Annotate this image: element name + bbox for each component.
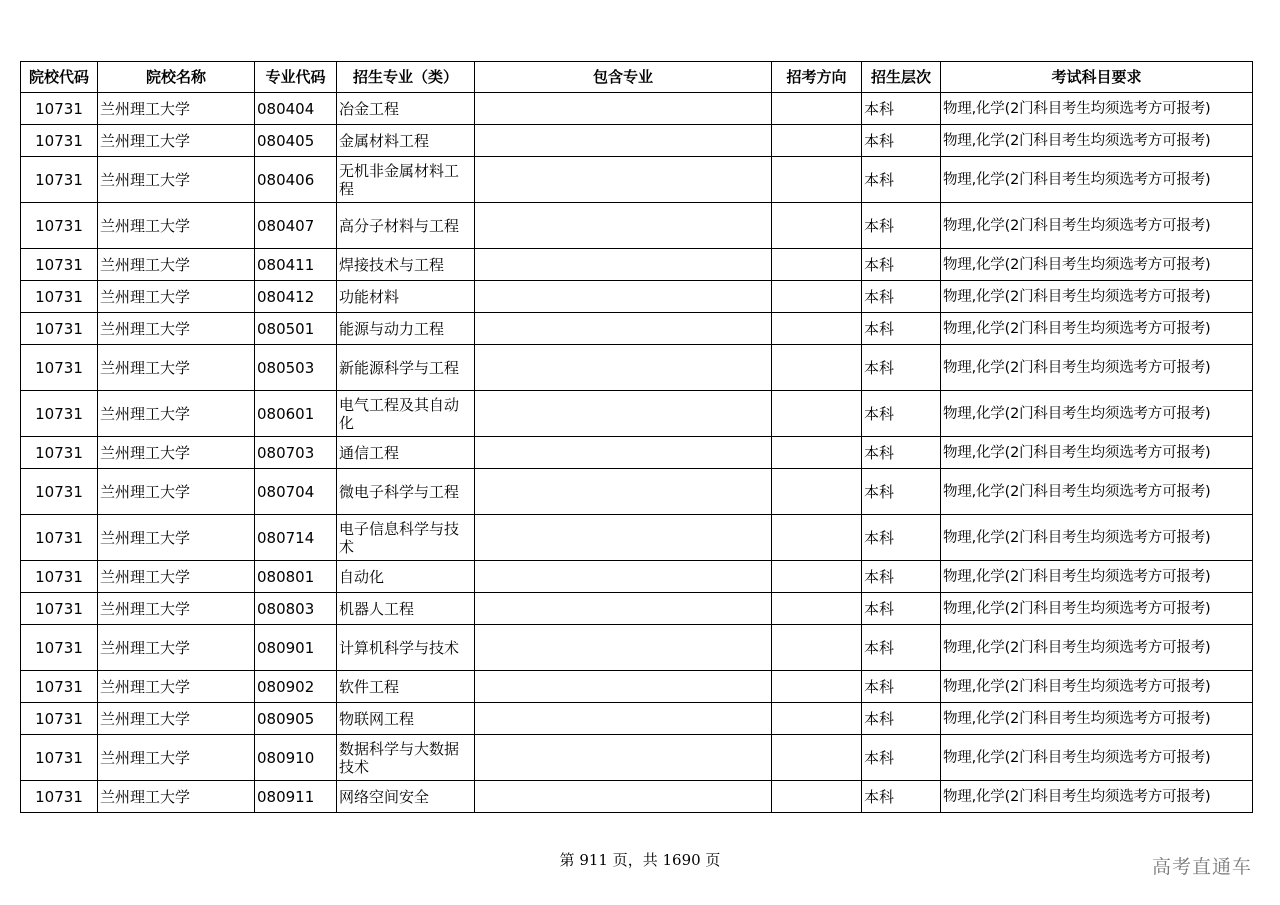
cell-major: 金属材料工程 — [337, 125, 475, 157]
cell-included-majors — [475, 281, 772, 313]
cell-school-name: 兰州理工大学 — [98, 93, 255, 125]
table-row — [21, 781, 1253, 813]
cell-included-majors — [475, 125, 772, 157]
cell-major: 新能源科学与工程 — [337, 345, 475, 391]
cell-major: 通信工程 — [337, 437, 475, 469]
cell-direction — [772, 249, 862, 281]
cell-school-name: 兰州理工大学 — [98, 437, 255, 469]
cell-major: 功能材料 — [337, 281, 475, 313]
cell-level: 本科 — [862, 313, 941, 345]
cell-school-name: 兰州理工大学 — [98, 203, 255, 249]
table-row — [21, 469, 1253, 515]
cell-major-code: 080404 — [255, 93, 337, 125]
cell-direction — [772, 313, 862, 345]
cell-direction — [772, 437, 862, 469]
cell-level: 本科 — [862, 703, 941, 735]
cell-included-majors — [475, 671, 772, 703]
cell-school-code: 10731 — [21, 313, 98, 345]
cell-major-code: 080902 — [255, 671, 337, 703]
cell-level: 本科 — [862, 671, 941, 703]
cell-requirement: 物理,化学(2门科目考生均须选考方可报考) — [941, 469, 1253, 515]
cell-requirement: 物理,化学(2门科目考生均须选考方可报考) — [941, 203, 1253, 249]
cell-direction — [772, 671, 862, 703]
cell-included-majors — [475, 625, 772, 671]
cell-major-code: 080503 — [255, 345, 337, 391]
table-row — [21, 93, 1253, 125]
header-school-name: 院校名称 — [98, 62, 255, 93]
cell-major-code: 080411 — [255, 249, 337, 281]
header-direction: 招考方向 — [772, 62, 862, 93]
cell-major: 电气工程及其自动化 — [337, 391, 475, 437]
header-level: 招生层次 — [862, 62, 941, 93]
cell-school-code: 10731 — [21, 157, 98, 203]
cell-requirement: 物理,化学(2门科目考生均须选考方可报考) — [941, 437, 1253, 469]
table-row — [21, 203, 1253, 249]
cell-major-code: 080714 — [255, 515, 337, 561]
cell-school-code: 10731 — [21, 515, 98, 561]
cell-school-code: 10731 — [21, 671, 98, 703]
cell-school-name: 兰州理工大学 — [98, 671, 255, 703]
cell-requirement: 物理,化学(2门科目考生均须选考方可报考) — [941, 391, 1253, 437]
cell-level: 本科 — [862, 345, 941, 391]
table-row — [21, 671, 1253, 703]
cell-requirement: 物理,化学(2门科目考生均须选考方可报考) — [941, 345, 1253, 391]
cell-major: 机器人工程 — [337, 593, 475, 625]
cell-major-code: 080405 — [255, 125, 337, 157]
cell-major-code: 080911 — [255, 781, 337, 813]
cell-major: 高分子材料与工程 — [337, 203, 475, 249]
cell-level: 本科 — [862, 593, 941, 625]
cell-level: 本科 — [862, 625, 941, 671]
admission-table — [20, 61, 1253, 813]
cell-major-code: 080601 — [255, 391, 337, 437]
table-row — [21, 391, 1253, 437]
table-row — [21, 281, 1253, 313]
cell-school-name: 兰州理工大学 — [98, 561, 255, 593]
cell-school-code: 10731 — [21, 391, 98, 437]
cell-direction — [772, 391, 862, 437]
cell-major-code: 080407 — [255, 203, 337, 249]
cell-level: 本科 — [862, 391, 941, 437]
cell-included-majors — [475, 203, 772, 249]
cell-school-code: 10731 — [21, 469, 98, 515]
cell-direction — [772, 735, 862, 781]
cell-school-code: 10731 — [21, 345, 98, 391]
cell-requirement: 物理,化学(2门科目考生均须选考方可报考) — [941, 703, 1253, 735]
cell-major-code: 080905 — [255, 703, 337, 735]
table-row — [21, 515, 1253, 561]
cell-school-code: 10731 — [21, 735, 98, 781]
cell-level: 本科 — [862, 125, 941, 157]
cell-included-majors — [475, 345, 772, 391]
cell-major-code: 080803 — [255, 593, 337, 625]
cell-school-name: 兰州理工大学 — [98, 249, 255, 281]
table-body — [21, 93, 1253, 813]
table-row — [21, 561, 1253, 593]
cell-requirement: 物理,化学(2门科目考生均须选考方可报考) — [941, 515, 1253, 561]
cell-requirement: 物理,化学(2门科目考生均须选考方可报考) — [941, 157, 1253, 203]
cell-school-name: 兰州理工大学 — [98, 469, 255, 515]
cell-school-name: 兰州理工大学 — [98, 625, 255, 671]
cell-requirement: 物理,化学(2门科目考生均须选考方可报考) — [941, 125, 1253, 157]
cell-included-majors — [475, 93, 772, 125]
cell-direction — [772, 125, 862, 157]
cell-level: 本科 — [862, 93, 941, 125]
cell-direction — [772, 561, 862, 593]
cell-school-code: 10731 — [21, 281, 98, 313]
cell-direction — [772, 469, 862, 515]
cell-school-name: 兰州理工大学 — [98, 735, 255, 781]
cell-requirement: 物理,化学(2门科目考生均须选考方可报考) — [941, 593, 1253, 625]
header-school-code: 院校代码 — [21, 62, 98, 93]
table-row — [21, 157, 1253, 203]
table-row — [21, 345, 1253, 391]
cell-major: 电子信息科学与技术 — [337, 515, 475, 561]
cell-level: 本科 — [862, 437, 941, 469]
table-row — [21, 437, 1253, 469]
header-included-majors: 包含专业 — [475, 62, 772, 93]
table-row — [21, 593, 1253, 625]
watermark-text: 高考直通车 — [1151, 856, 1252, 878]
cell-school-code: 10731 — [21, 703, 98, 735]
cell-direction — [772, 593, 862, 625]
cell-school-code: 10731 — [21, 593, 98, 625]
cell-included-majors — [475, 249, 772, 281]
cell-included-majors — [475, 157, 772, 203]
cell-school-name: 兰州理工大学 — [98, 281, 255, 313]
cell-level: 本科 — [862, 781, 941, 813]
cell-school-code: 10731 — [21, 125, 98, 157]
cell-direction — [772, 345, 862, 391]
cell-requirement: 物理,化学(2门科目考生均须选考方可报考) — [941, 781, 1253, 813]
cell-school-name: 兰州理工大学 — [98, 313, 255, 345]
cell-school-code: 10731 — [21, 203, 98, 249]
cell-included-majors — [475, 391, 772, 437]
cell-direction — [772, 157, 862, 203]
cell-major: 微电子科学与工程 — [337, 469, 475, 515]
cell-school-code: 10731 — [21, 249, 98, 281]
cell-included-majors — [475, 437, 772, 469]
cell-major-code: 080703 — [255, 437, 337, 469]
cell-school-code: 10731 — [21, 781, 98, 813]
cell-level: 本科 — [862, 157, 941, 203]
cell-major-code: 080801 — [255, 561, 337, 593]
cell-requirement: 物理,化学(2门科目考生均须选考方可报考) — [941, 281, 1253, 313]
cell-level: 本科 — [862, 203, 941, 249]
cell-requirement: 物理,化学(2门科目考生均须选考方可报考) — [941, 671, 1253, 703]
cell-major-code: 080406 — [255, 157, 337, 203]
cell-major: 数据科学与大数据技术 — [337, 735, 475, 781]
cell-level: 本科 — [862, 735, 941, 781]
cell-direction — [772, 625, 862, 671]
page-number: 第 911 页，共 1690 页 — [559, 851, 721, 869]
cell-school-code: 10731 — [21, 625, 98, 671]
cell-school-name: 兰州理工大学 — [98, 391, 255, 437]
cell-major: 软件工程 — [337, 671, 475, 703]
cell-requirement: 物理,化学(2门科目考生均须选考方可报考) — [941, 93, 1253, 125]
cell-requirement: 物理,化学(2门科目考生均须选考方可报考) — [941, 561, 1253, 593]
cell-requirement: 物理,化学(2门科目考生均须选考方可报考) — [941, 313, 1253, 345]
cell-direction — [772, 515, 862, 561]
cell-school-name: 兰州理工大学 — [98, 345, 255, 391]
table-row — [21, 703, 1253, 735]
header-major-code: 专业代码 — [255, 62, 337, 93]
cell-school-name: 兰州理工大学 — [98, 157, 255, 203]
cell-requirement: 物理,化学(2门科目考生均须选考方可报考) — [941, 625, 1253, 671]
cell-major: 能源与动力工程 — [337, 313, 475, 345]
cell-included-majors — [475, 515, 772, 561]
cell-major-code: 080910 — [255, 735, 337, 781]
table-row — [21, 313, 1253, 345]
cell-direction — [772, 203, 862, 249]
cell-school-name: 兰州理工大学 — [98, 515, 255, 561]
cell-school-code: 10731 — [21, 561, 98, 593]
cell-level: 本科 — [862, 515, 941, 561]
cell-direction — [772, 703, 862, 735]
table-row — [21, 125, 1253, 157]
cell-level: 本科 — [862, 561, 941, 593]
cell-included-majors — [475, 735, 772, 781]
cell-major: 自动化 — [337, 561, 475, 593]
cell-major: 无机非金属材料工程 — [337, 157, 475, 203]
cell-major: 冶金工程 — [337, 93, 475, 125]
cell-major: 网络空间安全 — [337, 781, 475, 813]
cell-requirement: 物理,化学(2门科目考生均须选考方可报考) — [941, 735, 1253, 781]
cell-level: 本科 — [862, 281, 941, 313]
cell-direction — [772, 281, 862, 313]
cell-school-code: 10731 — [21, 93, 98, 125]
cell-requirement: 物理,化学(2门科目考生均须选考方可报考) — [941, 249, 1253, 281]
table-row — [21, 735, 1253, 781]
cell-major: 物联网工程 — [337, 703, 475, 735]
cell-direction — [772, 781, 862, 813]
table-row — [21, 625, 1253, 671]
cell-school-name: 兰州理工大学 — [98, 593, 255, 625]
cell-level: 本科 — [862, 249, 941, 281]
cell-included-majors — [475, 313, 772, 345]
cell-major-code: 080501 — [255, 313, 337, 345]
cell-major-code: 080901 — [255, 625, 337, 671]
cell-school-code: 10731 — [21, 437, 98, 469]
cell-school-name: 兰州理工大学 — [98, 125, 255, 157]
cell-included-majors — [475, 781, 772, 813]
table-row — [21, 249, 1253, 281]
cell-direction — [772, 93, 862, 125]
cell-major: 焊接技术与工程 — [337, 249, 475, 281]
cell-school-name: 兰州理工大学 — [98, 703, 255, 735]
cell-major-code: 080704 — [255, 469, 337, 515]
cell-major: 计算机科学与技术 — [337, 625, 475, 671]
cell-included-majors — [475, 703, 772, 735]
header-row — [21, 62, 1253, 93]
cell-school-name: 兰州理工大学 — [98, 781, 255, 813]
cell-included-majors — [475, 561, 772, 593]
cell-included-majors — [475, 593, 772, 625]
header-major: 招生专业（类） — [337, 62, 475, 93]
cell-level: 本科 — [862, 469, 941, 515]
header-requirement: 考试科目要求 — [941, 62, 1253, 93]
cell-included-majors — [475, 469, 772, 515]
cell-major-code: 080412 — [255, 281, 337, 313]
